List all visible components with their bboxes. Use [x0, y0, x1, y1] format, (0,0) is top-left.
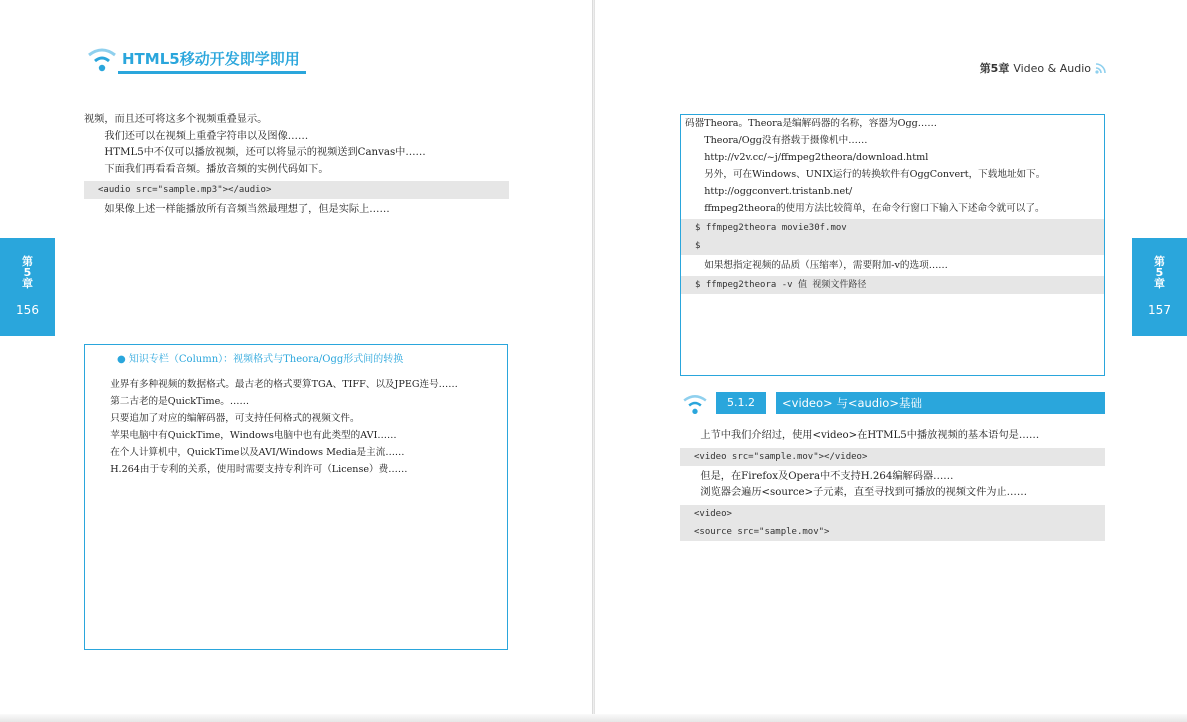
left-page	[0, 0, 592, 722]
theora-conversion-box	[680, 114, 1105, 376]
code-block-video: <video src="sample.mov"></video>	[680, 448, 1105, 466]
column-paragraph: 业界有多种视频的数据格式。最古老的格式要算TGA、TIFF、以及JPEG连号……	[110, 379, 458, 390]
chapter-tab-right	[1132, 238, 1187, 336]
column-paragraph: 第二古老的是QuickTime。……	[110, 396, 250, 407]
wireless-logo-icon	[84, 42, 120, 74]
column-title: ● 知识专栏（Column）：视频格式与Theora/Ogg形式间的转换	[117, 354, 404, 365]
paragraph: 我们还可以在视频上重叠字符串以及图像……	[104, 130, 309, 142]
code-block-source	[680, 505, 1105, 541]
tab-label-line: 5	[23, 266, 32, 279]
code-line: <source src="sample.mov">	[694, 526, 830, 537]
box-paragraph: Theora/Ogg没有搭载于摄像机中……	[704, 135, 868, 146]
wireless-logo-icon	[680, 388, 710, 418]
right-body-text	[680, 428, 1105, 544]
section-number: 5.1.2	[716, 392, 766, 414]
chapter-number: 第5章	[979, 62, 1010, 75]
code-line: <video>	[694, 508, 732, 519]
column-paragraph: 在个人计算机中，QuickTime以及AVI/Windows Media是主流……	[110, 447, 405, 458]
box-paragraph: 如果想指定视频的品质（压缩率），需要附加-v的选项……	[704, 260, 948, 271]
code-block-command	[681, 219, 1104, 255]
column-paragraph: 苹果电脑中有QuickTime，Windows电脑中也有此类型的AVI……	[110, 430, 397, 441]
tab-label-line: 5	[1155, 266, 1164, 279]
download-url: http://v2v.cc/~j/ffmpeg2theora/download.html	[704, 152, 929, 163]
left-body-text	[84, 112, 509, 219]
code-line: $	[695, 241, 701, 251]
paragraph: 下面我们再看看音频。播放音频的实例代码如下。	[104, 163, 329, 175]
column-paragraph: H.264由于专利的关系，使用时需要支持专利许可（License）费……	[110, 464, 408, 475]
paragraph: 视频，而且还可将这多个视频重叠显示。	[84, 114, 268, 125]
column-paragraph: 只要追加了对应的编解码器，可支持任何格式的视频文件。	[110, 413, 360, 424]
chapter-tab-left	[0, 238, 55, 336]
knowledge-column-box	[84, 344, 508, 650]
code-line: $ ffmpeg2theora movie30f.mov	[695, 223, 847, 233]
page-bottom-edge	[0, 714, 1187, 722]
tab-label-line: 章	[22, 277, 33, 290]
box-paragraph: 码器Theora。Theora是编解码器的名称，容器为Ogg……	[685, 118, 937, 129]
section-title: <video> 与<audio>基础	[776, 392, 1105, 414]
paragraph: 浏览器会遍历<source>子元素，直至寻找到可播放的视频文件为止……	[700, 487, 1028, 498]
chapter-name: Video & Audio	[1013, 61, 1091, 75]
code-block-audio: <audio src="sample.mp3"></audio>	[84, 181, 509, 199]
tab-label-line: 第	[1154, 255, 1165, 268]
box-paragraph: 另外，可在Windows、UNIX运行的转换软件有OggConvert，下载地址如下。	[704, 169, 1046, 180]
signal-icon	[1095, 62, 1107, 74]
paragraph: HTML5中不仅可以播放视频，还可以将显示的视频送到Canvas中……	[104, 147, 426, 158]
paragraph: 如果像上述一样能播放所有音频当然最理想了，但是实际上……	[104, 204, 390, 215]
section-heading	[680, 386, 1105, 420]
paragraph: 但是，在Firefox及Opera中不支持H.264编解码器……	[700, 470, 954, 482]
page-number: 156	[16, 303, 39, 317]
page-number: 157	[1148, 303, 1171, 317]
chapter-header	[980, 60, 1107, 76]
tab-label-line: 章	[1154, 277, 1165, 290]
box-paragraph: ffmpeg2theora的使用方法比较简单，在命令行窗口下输入下述命令就可以了。	[704, 203, 1045, 214]
download-url: http://oggconvert.tristanb.net/	[704, 186, 853, 197]
book-header	[84, 42, 306, 74]
paragraph: 上节中我们介绍过，使用<video>在HTML5中播放视频的基本语句是……	[700, 430, 1040, 441]
code-block-command-v: $ ffmpeg2theora -v 值 视频文件路径	[681, 276, 1104, 294]
book-title: HTML5移动开发即学即用	[118, 48, 306, 74]
tab-label-line: 第	[22, 255, 33, 268]
